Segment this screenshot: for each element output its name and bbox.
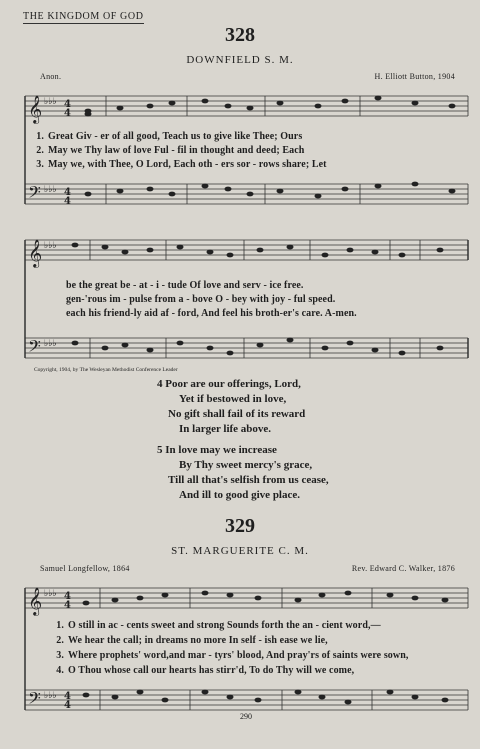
svg-text:♭♭♭: ♭♭♭	[44, 691, 57, 701]
stanza-4-line-4: In larger life above.	[179, 423, 272, 435]
svg-text:4: 4	[64, 99, 71, 110]
hymn-329-verse-4-line: 4. O Thou whose call our hearts has stirr'd, To do Thy will we come,	[56, 665, 355, 676]
svg-text:𝄢: 𝄢	[28, 688, 41, 712]
hymn-329-number: 329	[225, 515, 255, 537]
hymn-328-verse-2-line: 2. May we Thy law of love Ful - fil in thought and deed; Each	[36, 145, 305, 156]
svg-text:♭♭♭: ♭♭♭	[44, 589, 57, 599]
svg-text:4: 4	[64, 691, 71, 702]
svg-text:𝄢: 𝄢	[28, 336, 41, 360]
svg-text:♭♭♭: ♭♭♭	[44, 241, 57, 251]
hymn-329-verse-1-line: 1. O still in ac - cents sweet and strong Sounds forth the an - cient word,—	[56, 620, 381, 631]
hymn-328-system-2-verse-3: each his friend-ly aid af - ford, And feel his broth-er's care. A-men.	[66, 308, 357, 319]
hymn-328-verse-3-line: 3. May we, with Thee, O Lord, Each oth - ers sor - rows share; Let	[36, 159, 327, 170]
svg-text:4: 4	[64, 600, 71, 611]
hymn-328-system-2-verse-2: gen-'rous im - pulse from a - bove O - bey with joy - ful speed.	[66, 294, 336, 305]
svg-text:𝄞: 𝄞	[28, 95, 43, 123]
svg-text:𝄞: 𝄞	[28, 587, 43, 615]
hymn-328-music-credit: H. Elliott Button, 1904	[374, 72, 455, 81]
svg-text:♭♭♭: ♭♭♭	[44, 339, 57, 349]
hymn-328-words-credit: Anon.	[40, 72, 62, 81]
stanza-5-line-1: 5 In love may we increase	[157, 444, 277, 456]
hymn-329-tune-name: ST. MARGUERITE C. M.	[171, 545, 309, 557]
svg-text:4: 4	[64, 591, 71, 602]
hymn-328-number: 328	[225, 24, 255, 46]
page-number: 290	[240, 712, 252, 721]
hymn-329-words-credit: Samuel Longfellow, 1864	[40, 564, 130, 573]
svg-text:𝄞: 𝄞	[28, 239, 43, 267]
svg-text:4: 4	[64, 700, 71, 711]
svg-text:♭♭♭: ♭♭♭	[44, 185, 57, 195]
svg-text:♭♭♭: ♭♭♭	[44, 97, 57, 107]
running-head: THE KINGDOM OF GOD	[23, 11, 144, 22]
svg-text:4: 4	[64, 187, 71, 198]
hymn-328-tune-name: DOWNFIELD S. M.	[186, 54, 294, 66]
svg-text:4: 4	[64, 108, 71, 119]
stanza-5-line-3: Till all that's selfish from us cease,	[168, 474, 329, 486]
hymn-329-verse-3-line: 3. Where prophets' word,and mar - tyrs' blood, And pray'rs of saints were sown,	[56, 650, 409, 661]
hymn-328-verse-1-line: 1. Great Giv - er of all good, Teach us to give like Thee; Ours	[36, 131, 303, 142]
hymn-329-music-credit: Rev. Edward C. Walker, 1876	[351, 564, 455, 573]
hymn-328-system-2-verse-1: be the great be - at - i - tude Of love and serv - ice free.	[66, 280, 304, 291]
hymn-328-copyright: Copyright, 1904, by The Wesleyan Methodist Conference Leader	[34, 367, 178, 373]
svg-text:4: 4	[64, 196, 71, 207]
stanza-5-line-2: By Thy sweet mercy's grace,	[179, 459, 313, 471]
stanza-5-line-4: And ill to good give place.	[179, 489, 301, 501]
hymn-329-verse-2-line: 2. We hear the call; in dreams no more In self - ish ease we lie,	[56, 635, 328, 646]
stanza-4-line-2: Yet if bestowed in love,	[179, 393, 287, 405]
svg-text:𝄢: 𝄢	[28, 182, 41, 206]
hymn-329-system-1-score	[0, 580, 480, 715]
stanza-4-line-1: 4 Poor are our offerings, Lord,	[157, 378, 301, 390]
stanza-4-line-3: No gift shall fail of its reward	[168, 408, 306, 420]
